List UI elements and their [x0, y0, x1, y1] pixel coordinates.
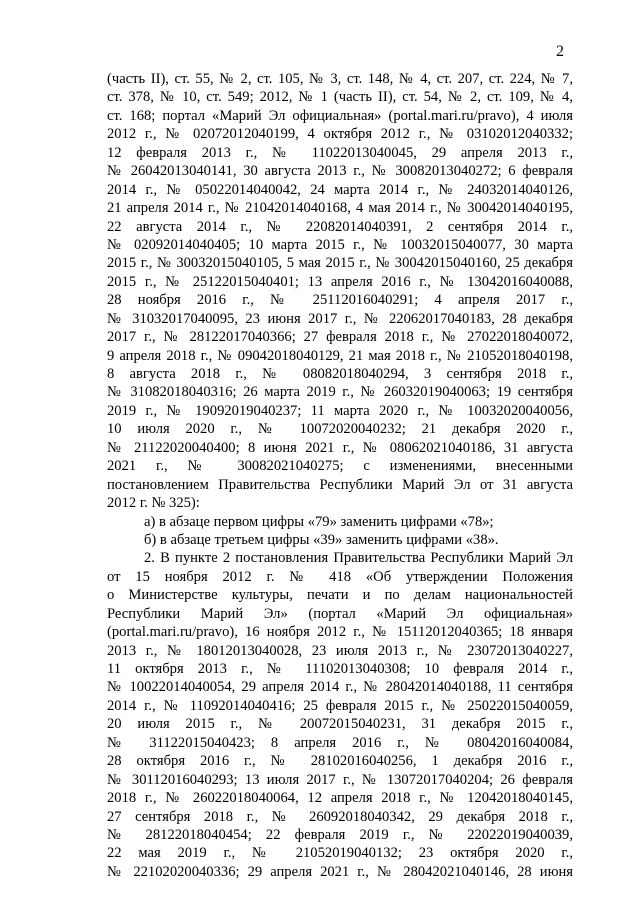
text-line: 2015 г., № 25122015040401; 13 апреля 2016 г., № 13042016040088, [107, 273, 573, 290]
text-line: 20 июля 2015 г., № 20072015040231, 31 декабря 2015 г., [107, 716, 573, 733]
text-line: 2012 г., № 02072012040199, 4 октября 2012 г., № 03102012040332; [107, 126, 573, 143]
text-line: № 31082018040316; 26 марта 2019 г., № 26032019040063; 19 сентября [107, 384, 573, 401]
text-line: б) в абзаце третьем цифры «39» заменить цифрами «38». [144, 531, 499, 548]
text-line: 2014 г., № 05022014040042, 24 марта 2014 г., № 24032014040126, [107, 181, 573, 198]
text-line: 2. В пункте 2 постановления Правительства Республики Марий Эл [144, 550, 573, 567]
text-line: № 22102020040336; 29 апреля 2021 г., № 28042021040146, 28 июня [107, 863, 573, 880]
text-line: № 28122018040454; 22 февраля 2019 г., № 22022019040039, [107, 826, 573, 843]
text-line: Республики Марий Эл» (портал «Марий Эл официальная» [107, 605, 573, 622]
text-line: № 26042013040141, 30 августа 2013 г., № 30082013040272; 6 февраля [107, 163, 573, 180]
text-line: от 15 ноября 2012 г. № 418 «Об утверждении Положения [107, 568, 573, 585]
text-line: 11 октября 2013 г., № 11102013040308; 10 февраля 2014 г., [107, 661, 573, 677]
text-line: 2017 г., № 28122017040366; 27 февраля 2018 г., № 27022018040072, [107, 329, 573, 346]
text-line: 10 июля 2020 г., № 10072020040232; 21 декабря 2020 г., [107, 421, 573, 438]
text-line: 22 мая 2019 г., № 21052019040132; 23 октября 2020 г., [107, 845, 573, 862]
text-line: 2018 г., № 26022018040064, 12 апреля 2018 г., № 12042018040145, [107, 790, 573, 807]
text-line: 28 ноября 2016 г., № 25112016040291; 4 апреля 2017 г., [107, 292, 573, 309]
text-line: 8 августа 2018 г., № 08082018040294, 3 сентября 2018 г., [107, 366, 573, 382]
text-line: № 10022014040054, 29 апреля 2014 г., № 28042014040188, 11 сентября [107, 679, 573, 696]
text-line: 22 августа 2014 г., № 22082014040391, 2 сентября 2014 г., [107, 218, 573, 235]
text-line: № 02092014040405; 10 марта 2015 г., № 10032015040077, 30 марта [107, 236, 573, 253]
text-line: 9 апреля 2018 г., № 09042018040129, 21 мая 2018 г., № 21052018040198, [107, 347, 573, 364]
text-line: № 21122020040400; 8 июня 2021 г., № 08062021040186, 31 августа [107, 439, 573, 456]
text-line: 2012 г. № 325): [107, 495, 200, 512]
text-line: 2021 г., № 30082021040275; с изменениями, внесенными [107, 458, 573, 475]
text-line: № 31122015040423; 8 апреля 2016 г., № 08042016040084, [107, 734, 573, 751]
text-line: ст. 168; портал «Марий Эл официальная» (portal.mari.ru/pravo), 4 июля [107, 107, 573, 124]
document-body [107, 70, 573, 881]
text-line: 21 апреля 2014 г., № 21042014040168, 4 мая 2014 г., № 30042014040195, [107, 200, 573, 217]
text-line: 12 февраля 2013 г., № 11022013040045, 29 апреля 2013 г., [107, 144, 573, 161]
text-line: (часть II), ст. 55, № 2, ст. 105, № 3, ст. 148, № 4, ст. 207, ст. 224, № 7, [107, 71, 573, 87]
text-line: 2013 г., № 18012013040028, 23 июля 2013 г., № 23072013040227, [107, 642, 573, 659]
page-number: 2 [556, 43, 564, 60]
text-line: № 30112016040293; 13 июля 2017 г., № 13072017040204; 26 февраля [107, 771, 573, 788]
text-line: ст. 378, № 10, ст. 549; 2012, № 1 (часть II), ст. 54, № 2, ст. 109, № 4, [107, 89, 573, 106]
text-line: о Министерстве культуры, печати и по делам национальностей [107, 587, 573, 604]
text-line: 2019 г., № 19092019040237; 11 марта 2020 г., № 10032020040056, [107, 402, 573, 419]
text-line: 2014 г., № 11092014040416; 25 февраля 2015 г., № 25022015040059, [107, 697, 573, 714]
text-line: а) в абзаце первом цифры «79» заменить цифрами «78»; [144, 513, 494, 530]
text-line: 27 сентября 2018 г., № 26092018040342, 29 декабря 2018 г., [107, 808, 573, 825]
text-line: постановлением Правительства Республики Марий Эл от 31 августа [107, 476, 573, 493]
text-line: 2015 г., № 30032015040105, 5 мая 2015 г., № 30042015040160, 25 декабря [107, 255, 573, 272]
text-line: 28 октября 2016 г., № 28102016040256, 1 декабря 2016 г., [107, 753, 573, 770]
text-line: (portal.mari.ru/pravo), 16 ноября 2012 г., № 15112012040365; 18 января [107, 624, 573, 641]
text-line: № 31032017040095, 23 июня 2017 г., № 22062017040183, 28 декабря [107, 310, 573, 327]
